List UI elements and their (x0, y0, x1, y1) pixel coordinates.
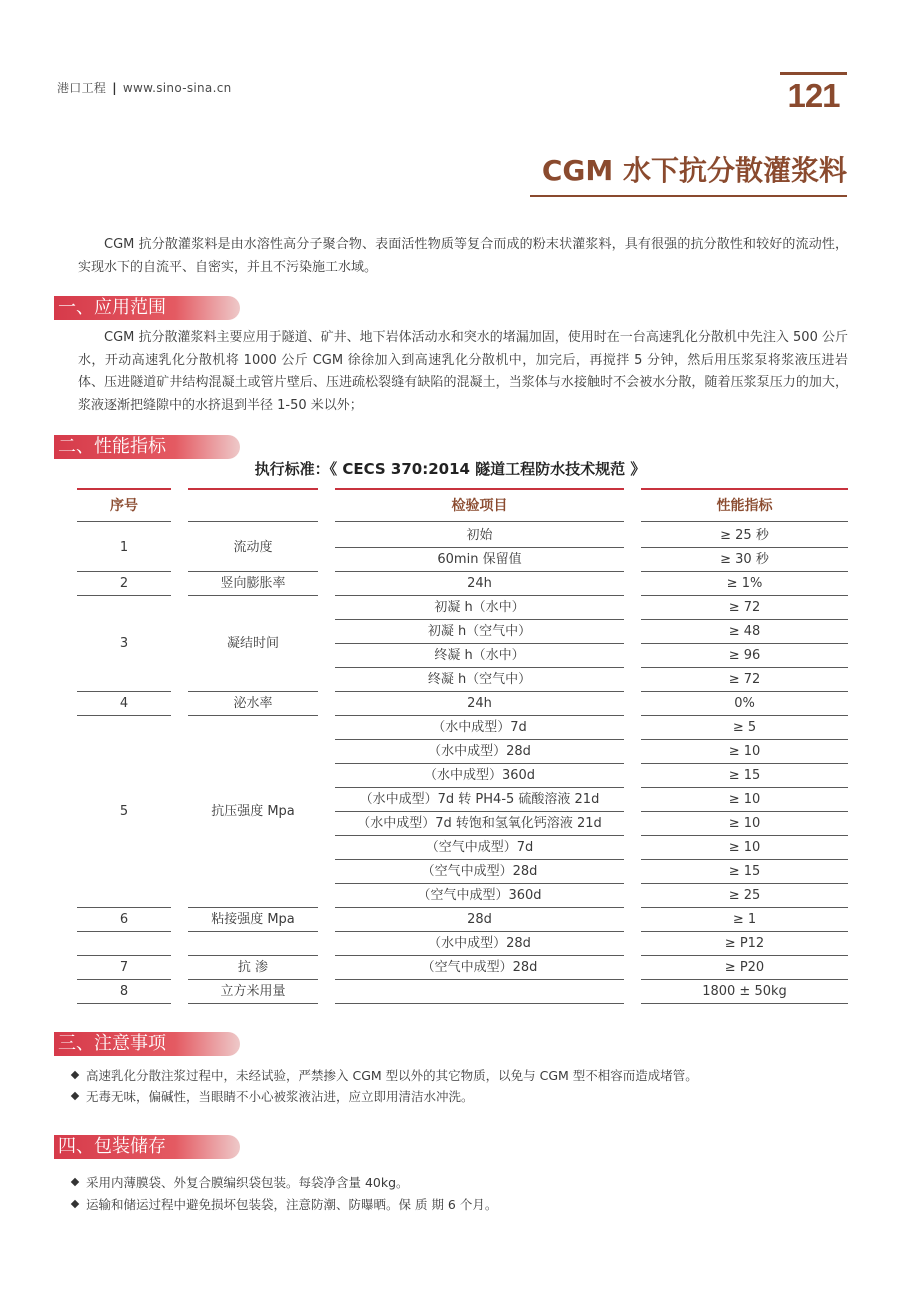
row-divider (188, 595, 318, 596)
table-cell-item: （水中成型）360d (423, 768, 536, 783)
table-cell-value: ≥ 10 (728, 792, 761, 807)
table-cell-value: ≥ 48 (728, 624, 761, 639)
section-heading-application: 一、应用范围 (54, 296, 240, 320)
row-divider (188, 931, 318, 932)
table-cell-item: （水中成型）28d (428, 936, 531, 951)
packaging-item-1 (72, 1173, 409, 1193)
intro-paragraph: CGM 抗分散灌浆料是由水溶性高分子聚合物、表面活性物质等复合而成的粉末状灌浆料，具有很强的抗分散性和较好的流动性，实现水下的自流平、自密实，并且不污染施工水域。 (78, 237, 848, 275)
table-cell-item: （空气中成型）360d (417, 888, 542, 903)
row-divider (641, 521, 848, 522)
section-heading-notes: 三、注意事项 (54, 1032, 240, 1056)
row-divider (77, 931, 171, 932)
table-cell-item: （水中成型）28d (428, 744, 531, 759)
table-cell-item: （水中成型）7d 转 PH4-5 硫酸溶液 21d (359, 792, 600, 807)
header-value: 性能指标 (716, 498, 773, 514)
table-cell-item: 初凝 h（水中） (434, 600, 525, 615)
note-text: 无毒无味，偏碱性，当眼睛不小心被浆液沾进，应立即用清洁水冲洗。 (86, 1089, 474, 1104)
packaging-text: 运输和储运过程中避免损坏包装袋，注意防潮、防曝晒。保 质 期 6 个月。 (86, 1197, 498, 1212)
page-number-bar (780, 72, 847, 75)
bullet-icon (71, 1178, 79, 1186)
header-separator: | (112, 81, 117, 95)
table-cell-value: ≥ 1% (726, 576, 763, 591)
table-cell-name: 抗压强度 Mpa (211, 804, 295, 819)
section-heading-performance: 二、性能指标 (54, 435, 240, 459)
note-item-1 (72, 1066, 698, 1086)
row-divider (335, 521, 624, 522)
table-cell-item: 24h (467, 696, 492, 711)
table-cell-value: ≥ 25 秒 (720, 528, 769, 543)
table-cell-no: 7 (119, 960, 129, 975)
table-cell-item: 终凝 h（水中） (434, 648, 525, 663)
row-divider (641, 1003, 848, 1004)
table-cell-no: 3 (119, 636, 129, 651)
table-cell-item: 初凝 h（空气中） (427, 624, 532, 639)
table-border (77, 488, 171, 490)
row-divider (77, 715, 171, 716)
table-border (335, 488, 624, 490)
page-number: 121 (787, 77, 840, 114)
table-cell-value: ≥ 10 (728, 840, 761, 855)
application-paragraph: CGM 抗分散灌浆料主要应用于隧道、矿井、地下岩体活动水和突水的堵漏加固，使用时在一台高速乳化分散机中先注入 500 公斤水，开动高速乳化分散机将 1000 公斤 CGM 徐徐加入到高速乳化分散机中，加完后，再搅拌 5 分钟，然后用压浆泵将浆液压进岩体、压进隧道矿井结构混凝土或管片壁后、压进疏松裂缝有缺陷的混凝土，当浆体与水接触时不会被水分散，随着压浆泵压力的加大，浆液逐渐把缝隙中的水挤退到半径 1-50 米以外； (78, 330, 848, 413)
packaging-text: 采用内薄膜袋、外复合膜编织袋包装。每袋净含量 40kg。 (86, 1175, 409, 1190)
table-cell-item: （空气中成型）28d (421, 960, 538, 975)
packaging-item-2 (72, 1195, 497, 1215)
table-cell-value: ≥ 15 (728, 768, 761, 783)
table-cell-item: 终凝 h（空气中） (427, 672, 532, 687)
table-cell-no: 4 (119, 696, 129, 711)
table-cell-item: （空气中成型）28d (421, 864, 538, 879)
row-divider (188, 1003, 318, 1004)
table-cell-value: ≥ 72 (728, 600, 761, 615)
row-divider (188, 521, 318, 522)
running-header (57, 79, 232, 96)
table-cell-value: ≥ 96 (728, 648, 761, 663)
table-cell-item: （空气中成型）7d (425, 840, 534, 855)
magazine-name: 港口工程 (57, 81, 107, 95)
table-border (188, 488, 318, 490)
bullet-icon (71, 1200, 79, 1208)
row-divider (188, 715, 318, 716)
table-cell-value: ≥ 10 (728, 744, 761, 759)
table-cell-name: 流动度 (233, 540, 273, 555)
note-text: 高速乳化分散注浆过程中，未经试验，严禁掺入 CGM 型以外的其它物质，以免与 CGM 型不相容而造成堵管。 (86, 1068, 698, 1083)
table-cell-value: ≥ 10 (728, 816, 761, 831)
table-cell-value: ≥ 25 (728, 888, 761, 903)
page-title: CGM 水下抗分散灌浆料 (541, 154, 847, 187)
table-cell-no: 8 (119, 984, 129, 999)
table-cell-item: 28d (467, 912, 492, 927)
title-underline (530, 195, 847, 197)
table-cell-value: ≥ P12 (724, 936, 765, 951)
website-url: www.sino-sina.cn (122, 81, 232, 95)
table-cell-no: 2 (119, 576, 129, 591)
header-no: 序号 (110, 498, 138, 514)
table-cell-value: ≥ 5 (732, 720, 757, 735)
bullet-icon (71, 1092, 79, 1100)
table-cell-name: 抗 渗 (237, 960, 269, 975)
table-cell-name: 凝结时间 (226, 636, 279, 651)
table-cell-value: 0% (734, 696, 755, 711)
table-cell-value: ≥ 30 秒 (720, 552, 769, 567)
row-divider (335, 1003, 624, 1004)
table-cell-item: 24h (467, 576, 492, 591)
table-cell-item (335, 980, 624, 1004)
table-cell-value: ≥ 72 (728, 672, 761, 687)
table-cell-item: 60min 保留值 (437, 552, 522, 567)
row-divider (77, 595, 171, 596)
table-cell-value: 1800 ± 50kg (702, 984, 787, 999)
row-divider (188, 955, 318, 956)
table-cell-value: ≥ 1 (732, 912, 757, 927)
row-divider (77, 1003, 171, 1004)
table-cell-item: （水中成型）7d (432, 720, 527, 735)
header-name (188, 493, 318, 519)
header-item: 检验项目 (451, 498, 508, 514)
table-cell-no: 1 (119, 540, 129, 555)
row-divider (77, 955, 171, 956)
table-cell-value: ≥ P20 (724, 960, 765, 975)
standard-line: 执行标准：《 CECS 370:2014 隧道工程防水技术规范 》 (254, 460, 646, 478)
table-cell-name: 粘接强度 Mpa (211, 912, 295, 927)
table-cell-value: ≥ 15 (728, 864, 761, 879)
table-cell-no: 5 (119, 804, 129, 819)
bullet-icon (71, 1071, 79, 1079)
table-cell-name: 立方米用量 (220, 984, 286, 999)
table-cell-item: （水中成型）7d 转饱和氢氧化钙溶液 21d (357, 816, 602, 831)
table-cell-name: 竖向膨胀率 (220, 576, 286, 591)
section-heading-packaging: 四、包装储存 (54, 1135, 240, 1159)
table-cell-item: 初始 (466, 528, 493, 543)
table-border (641, 488, 848, 490)
table-cell-no: 6 (119, 912, 129, 927)
table-cell-name: 泌水率 (233, 696, 273, 711)
note-item-2 (72, 1087, 474, 1107)
row-divider (77, 521, 171, 522)
